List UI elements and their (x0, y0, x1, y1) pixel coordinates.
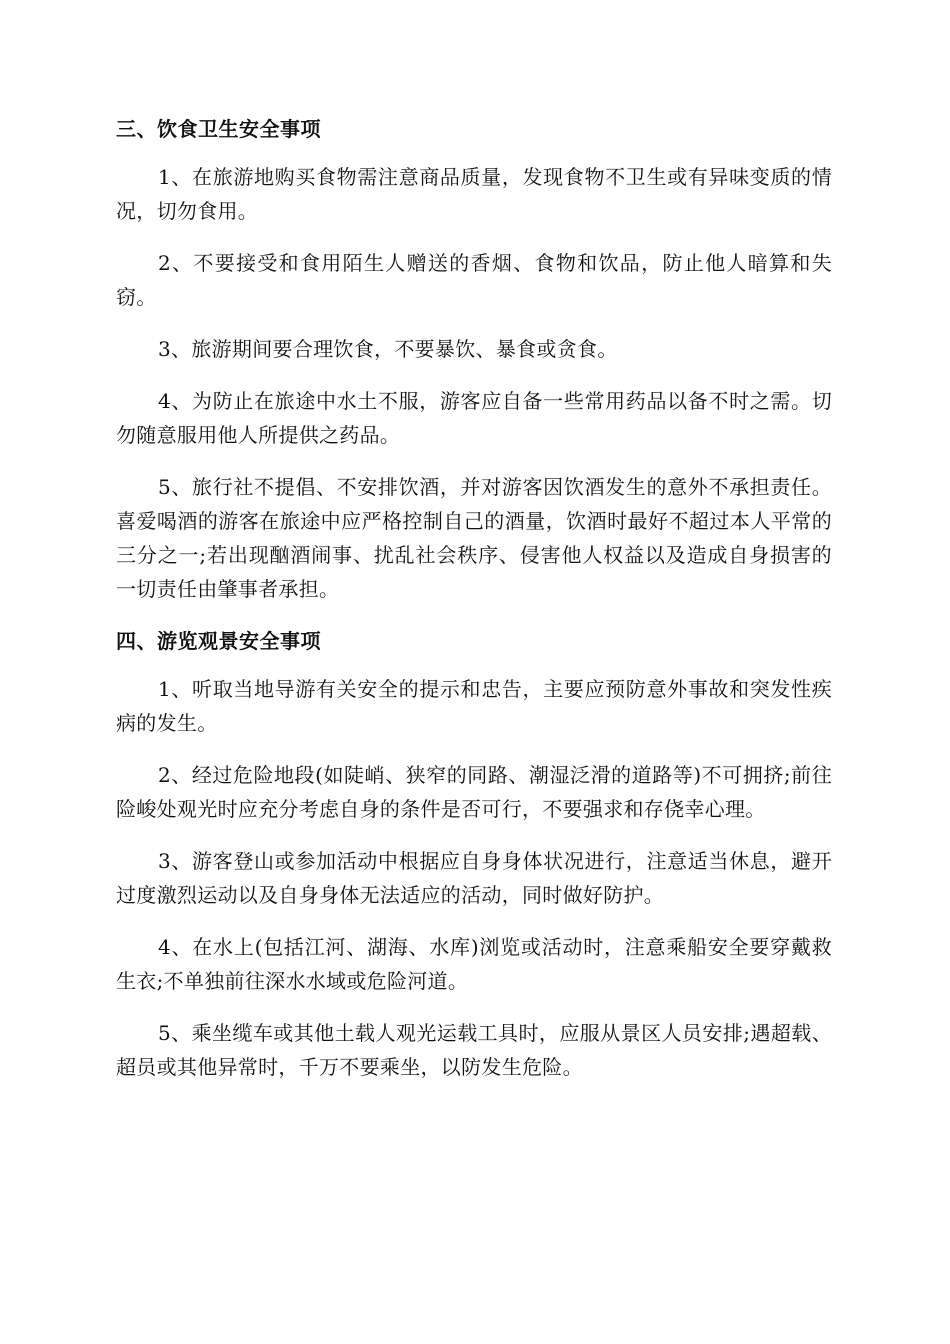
section-heading: 四、游览观景安全事项 (116, 629, 321, 653)
list-item: 4、在水上(包括江河、湖海、水库)浏览或活动时，注意乘船安全要穿戴救生衣;不单独前往深水水域或危险河道。 (116, 935, 832, 993)
list-item: 2、经过危险地段(如陡峭、狭窄的同路、潮湿泛滑的道路等)不可拥挤;前往险峻处观光时应充分考虑自身的条件是否可行，不要强求和存侥幸心理。 (116, 763, 832, 821)
list-item: 5、旅行社不提倡、不安排饮酒，并对游客因饮酒发生的意外不承担责任。喜爱喝酒的游客在旅途中应严格控制自己的酒量，饮酒时最好不超过本人平常的三分之一;若出现酗酒闹事、扰乱社会秩序、侵害他人权益以及造成自身损害的一切责任由肇事者承担。 (116, 475, 832, 601)
list-item: 3、游客登山或参加活动中根据应自身身体状况进行，注意适当休息，避开过度激烈运动以及自身身体无法适应的活动，同时做好防护。 (116, 849, 832, 907)
list-item: 1、在旅游地购买食物需注意商品质量，发现食物不卫生或有异味变质的情况，切勿食用。 (116, 165, 832, 223)
document-page (116, 112, 832, 1102)
section-heading: 三、饮食卫生安全事项 (116, 117, 321, 141)
section-food-safety (116, 112, 832, 606)
list-item: 2、不要接受和食用陌生人赠送的香烟、食物和饮品，防止他人暗算和失窃。 (116, 251, 832, 309)
list-item: 4、为防止在旅途中水土不服，游客应自备一些常用药品以备不时之需。切勿随意服用他人所提供之药品。 (116, 389, 832, 447)
list-item: 5、乘坐缆车或其他土载人观光运载工具时，应服从景区人员安排;遇超载、超员或其他异常时，千万不要乘坐，以防发生危险。 (116, 1021, 832, 1079)
list-item: 1、听取当地导游有关安全的提示和忠告，主要应预防意外事故和突发性疾病的发生。 (116, 677, 832, 735)
list-item: 3、旅游期间要合理饮食，不要暴饮、暴食或贪食。 (158, 337, 618, 361)
section-sightseeing-safety (116, 624, 832, 1084)
